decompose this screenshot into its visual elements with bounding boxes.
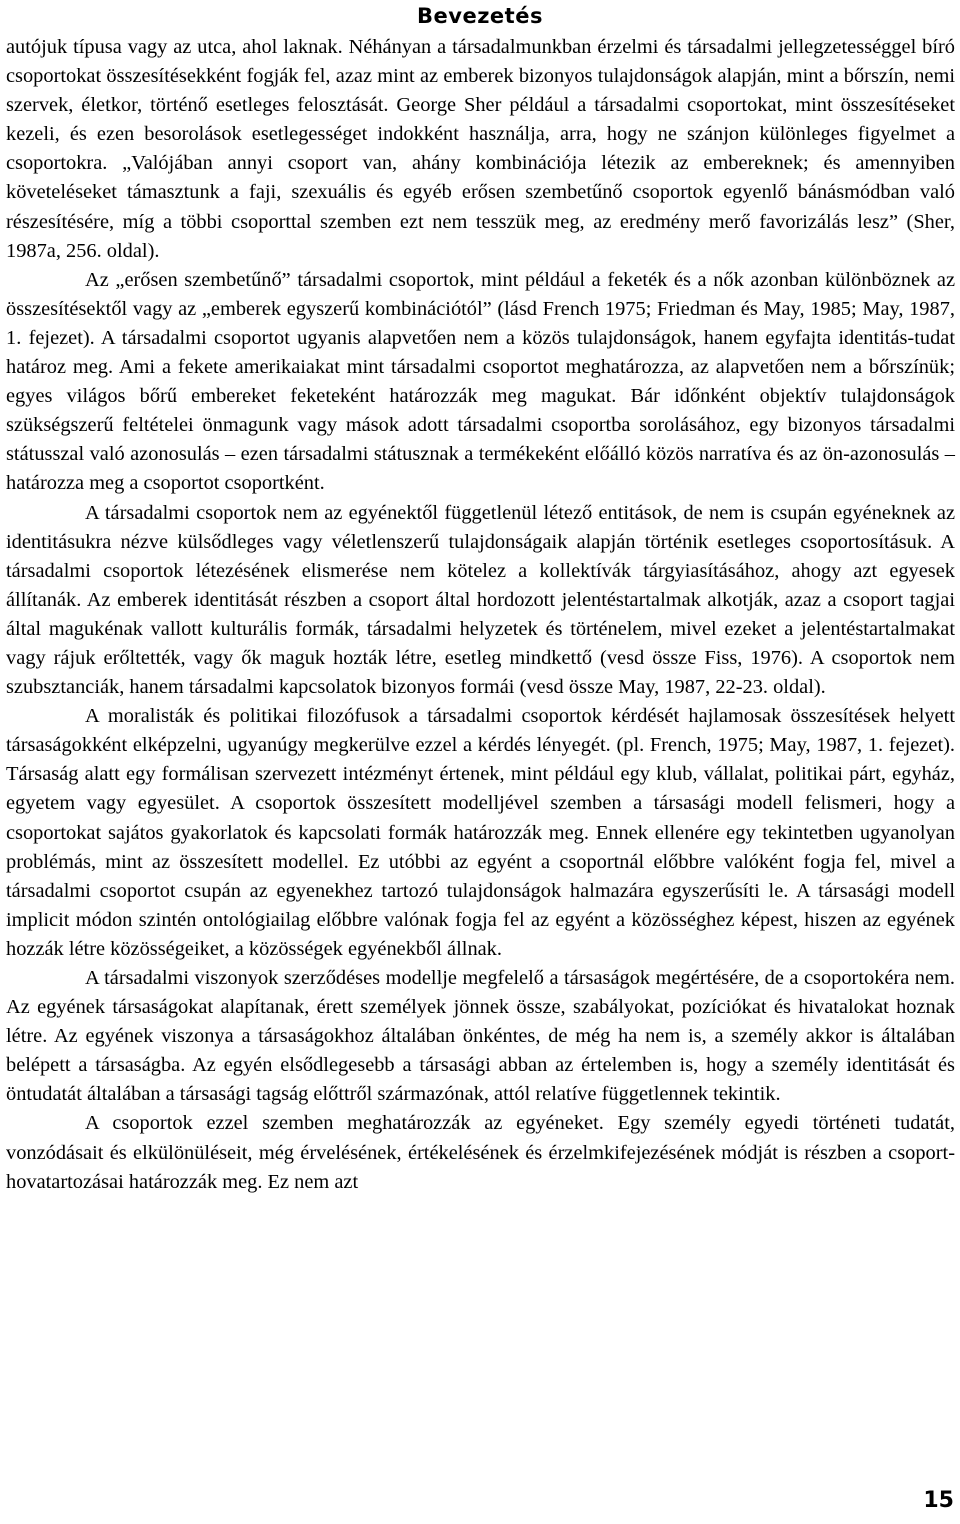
paragraph: A csoportok ezzel szemben meghatározzák az egyéneket. Egy személy egyedi történeti tudatát, vonzódásait és elkülönüléseit, még érvelésének, értékelésének és érzelmkifejezésének módját is részben a csoport-hovatartozásai határozzák meg. Ez nem azt bbox=[6, 1112, 955, 1193]
paragraph: A moralisták és politikai filozófusok a társadalmi csoportok kérdését hajlamosak összesítések helyett társaságokként elképzelni, ugyanúgy megkerülve ezzel a kérdés lényegét. (pl. French, 1975; May, 1987, 1. fejezet). Társaság alatt egy formálisan szervezett intézményt értenek, mint például egy klub, vállalat, politikai párt, egyház, egyetem vagy egyesület. A csoportok összesített modelljével szemben a társasági modell felismeri, hogy a csoportokat sajátos gyakorlatok és kapcsolati formák határozzák meg. Ennek ellenére egy tekintetben ugyanolyan problémás, mint az összesített modellel. Ez utóbbi az egyént a csoportnál előbbre valóként fogja fel, mivel a társadalmi csoportot csupán az egyenekhez tartozó tulajdonságok halmazára egyszerűsíti le. A társasági modell implicit módon szintén ontológiailag előbbre valónak fogja fel az egyént a közösséghez képest, hiszen az egyének hozzák létre közösségeiket, a közösségek egyénekből állnak. bbox=[6, 705, 955, 960]
paragraph: A társadalmi viszonyok szerződéses modellje megfelelő a társaságok megértésére, de a csoportokéra nem. Az egyének társaságokat alapítanak, érett személyek jönnek össze, szabályokat, pozíciókat és hivatalokat hoznak létre. Az egyének viszonya a társaságokhoz általában önkéntes, de még ha nem is, a személy akkor is általában belépett a társaságba. Az egyén elsődlegesebb a társasági abban az értelemben is, hogy a személy identitását és öntudatát általában a társasági tagság előttről származónak, attól relatíve függetlennek tekintik. bbox=[6, 967, 955, 1106]
paragraph: Az „erősen szembetűnő” társadalmi csoportok, mint például a feketék és a nők azonban különböznek az összesítésektől vagy az „emberek egyszerű kombinációtól” (lásd French 1975; Friedman és May, 1985; May, 1987, 1. fejezet). A társadalmi csoportot ugyanis alapvetően nem a közös tulajdonságok, hanem egyfajta identitás-tudat határoz meg. Ami a fekete amerikaiakat mint társadalmi csoportot meghatározza, az alapvetően nem a bőrszínük; egyes világos bőrű embereket feketeként határozzák meg magukat. Bár időnként objektív tulajdonságok szükségszerű feltételei önmagunk vagy mások adott társadalmi csoportba sorolásához, egy bizonyos társadalmi státusszal való azonosulás – ezen társadalmi státusznak a termékeként előálló közös narratíva és az ön-azonosulás – határozza meg a csoportot csoportként. bbox=[6, 268, 955, 495]
running-header: Bevezetés bbox=[417, 4, 543, 28]
page-number: 15 bbox=[923, 1488, 954, 1513]
body-text bbox=[6, 33, 955, 1197]
paragraph: A társadalmi csoportok nem az egyénektől függetlenül létező entitások, de nem is csupán egyéneknek az identitásukra nézve külsődleges vagy véletlenszerű tulajdonságaik alapján történik esetleges csoportosításuk. A társadalmi csoportok létezésének elismerése nem kötelez a kollektívák tárgyiasításához, ahogy azt egyesek állítanák. Az emberek identitását részben a csoport által hordozott jelentéstartalmak alkotják, azaz a csoport tagjai által magukénak vallott kulturális formák, társadalmi helyzetek és történelem, mivel ezeket a jelentéstartalmakat vagy rájuk erőltették, vagy ők maguk hozták létre, esetleg mindkettő (vesd össze Fiss, 1976). A csoportok nem szubsztanciák, hanem társadalmi kapcsolatok bizonyos formái (vesd össze May, 1987, 22-23. oldal). bbox=[6, 501, 955, 699]
paragraph-continued: autójuk típusa vagy az utca, ahol laknak. Néhányan a társadalmunkban érzelmi és társadalmi jellegzetességgel bíró csoportokat összesítésekként fogják fel, azaz mint az emberek bizonyos tulajdonságok alapján, mint a bőrszín, nemi szervek, életkor, történő esetleges felosztását. George Sher például a társadalmi csoportokat, mint összesítéseket kezeli, és ezen besorolások esetlegességet indokként használja, arra, hogy ne szánjon különleges figyelmet a csoportokra. „Valójában annyi csoport van, ahány kombinációja létezik az embereknek; és amennyiben követeléseket támasztunk a faji, szexuális és egyéb erősen szembetűnő csoportok egyenlő bánásmódban való részesítésére, míg a többi csoporttal szemben ezt nem tesszük meg, az eredmény merő favorizálás lesz” (Sher, 1987a, 256. oldal). bbox=[6, 36, 955, 262]
